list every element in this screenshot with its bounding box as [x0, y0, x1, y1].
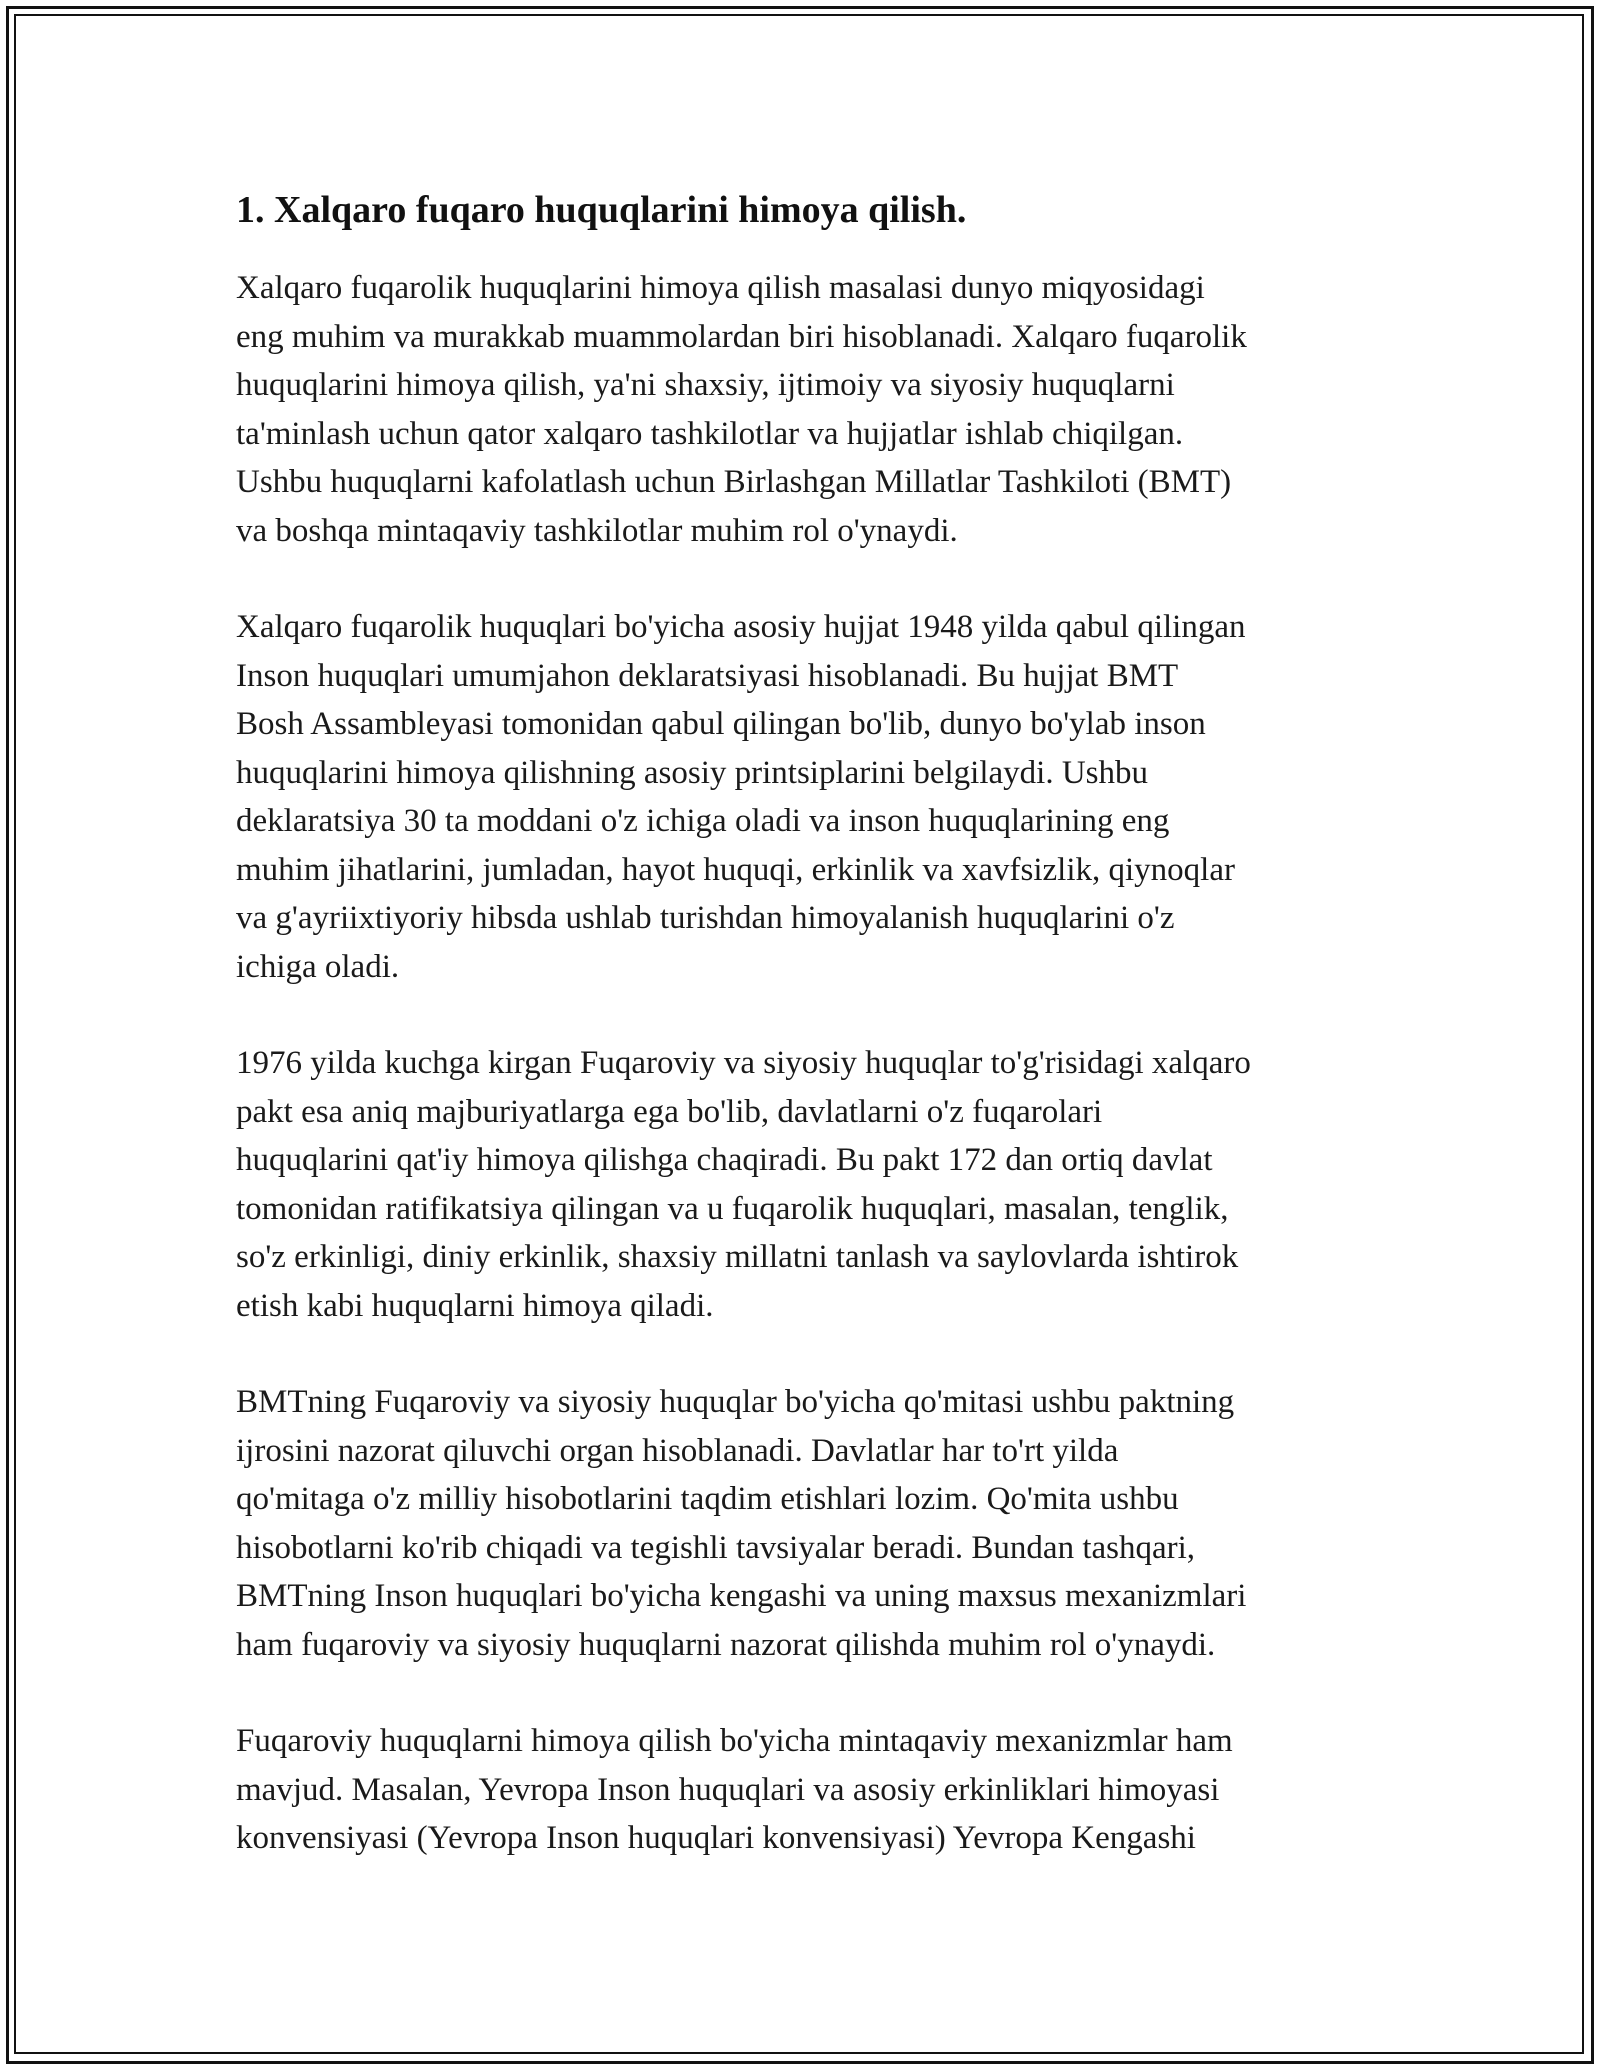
paragraph-line: so'z erkinligi, diniy erkinlik, shaxsiy millatni tanlash va saylovlarda ishtirok [236, 1239, 1239, 1275]
paragraph-line: qo'mitaga o'z milliy hisobotlarini taqdim etishlari lozim. Qo'mita ushbu [236, 1481, 1179, 1517]
paragraph-line: 1976 yilda kuchga kirgan Fuqaroviy va siyosiy huquqlar to'g'risidagi xalqaro [236, 1045, 1251, 1081]
paragraph-line: ta'minlash uchun qator xalqaro tashkilotlar va hujjatlar ishlab chiqilgan. [236, 415, 1184, 452]
document-body [236, 186, 1386, 1911]
paragraph-line: mavjud. Masalan, Yevropa Inson huquqlari va asosiy erkinliklari himoyasi [236, 1771, 1220, 1808]
paragraph-line: hisobotlarni ko'rib chiqadi va tegishli tavsiyalar beradi. Bundan tashqari, [236, 1529, 1196, 1566]
paragraph-line: Inson huquqlari umumjahon deklaratsiyasi hisoblanadi. Bu hujjat BMT [236, 657, 1179, 694]
paragraph-line: Xalqaro fuqarolik huquqlarini himoya qilish masalasi dunyo miqyosidagi [236, 270, 1205, 306]
paragraph [236, 603, 1386, 991]
paragraph-line: BMTning Inson huquqlari bo'yicha kengashi va uning maxsus mexanizmlari [236, 1578, 1247, 1614]
paragraph [236, 264, 1386, 555]
paragraph-line: tomonidan ratifikatsiya qilingan va u fuqarolik huquqlari, masalan, tenglik, [236, 1190, 1229, 1227]
paragraph-line: ijrosini nazorat qiluvchi organ hisoblanadi. Davlatlar har to'rt yilda [236, 1432, 1119, 1469]
paragraph [236, 1039, 1386, 1330]
paragraph [236, 1378, 1386, 1669]
paragraph-line: ham fuqaroviy va siyosiy huquqlarni nazorat qilishda muhim rol o'ynaydi. [236, 1626, 1216, 1663]
paragraph-line: eng muhim va murakkab muammolardan biri hisoblanadi. Xalqaro fuqarolik [236, 318, 1247, 355]
paragraph-line: ichiga oladi. [236, 948, 400, 985]
paragraph-line: pakt esa aniq majburiyatlarga ega bo'lib, davlatlarni o'z fuqarolari [236, 1093, 1103, 1130]
paragraph-line: deklaratsiya 30 ta moddani o'z ichiga oladi va inson huquqlarining eng [236, 803, 1170, 839]
paragraph-line: va boshqa mintaqaviy tashkilotlar muhim rol o'ynaydi. [236, 512, 958, 549]
paragraph-line: etish kabi huquqlarni himoya qiladi. [236, 1287, 714, 1324]
paragraph-line: huquqlarini himoya qilish, ya'ni shaxsiy, ijtimoiy va siyosiy huquqlarni [236, 367, 1175, 403]
paragraph-line: huquqlarini qat'iy himoya qilishga chaqiradi. Bu pakt 172 dan ortiq davlat [236, 1142, 1213, 1178]
paragraph [236, 1717, 1386, 1863]
paragraph-line: va g'ayriixtiyoriy hibsda ushlab turishdan himoyalanish huquqlarini o'z [236, 900, 1175, 936]
paragraph-list [236, 264, 1386, 1863]
paragraph-line: huquqlarini himoya qilishning asosiy printsiplarini belgilaydi. Ushbu [236, 754, 1149, 791]
paragraph-line: Fuqaroviy huquqlarni himoya qilish bo'yicha mintaqaviy mexanizmlar ham [236, 1723, 1233, 1759]
paragraph-line: muhim jihatlarini, jumladan, hayot huquqi, erkinlik va xavfsizlik, qiynoqlar [236, 851, 1235, 888]
paragraph-line: BMTning Fuqaroviy va siyosiy huquqlar bo'yicha qo'mitasi ushbu paktning [236, 1384, 1235, 1420]
paragraph-line: Xalqaro fuqarolik huquqlari bo'yicha asosiy hujjat 1948 yilda qabul qilingan [236, 609, 1246, 645]
paragraph-line: konvensiyasi (Yevropa Inson huquqlari konvensiyasi) Yevropa Kengashi [236, 1820, 1196, 1856]
paragraph-line: Bosh Assambleyasi tomonidan qabul qilingan bo'lib, dunyo bo'ylab inson [236, 706, 1206, 742]
section-heading: 1. Xalqaro fuqaro huquqlarini himoya qilish. [236, 189, 967, 231]
paragraph-line: Ushbu huquqlarni kafolatlash uchun Birlashgan Millatlar Tashkiloti (BMT) [236, 464, 1232, 500]
